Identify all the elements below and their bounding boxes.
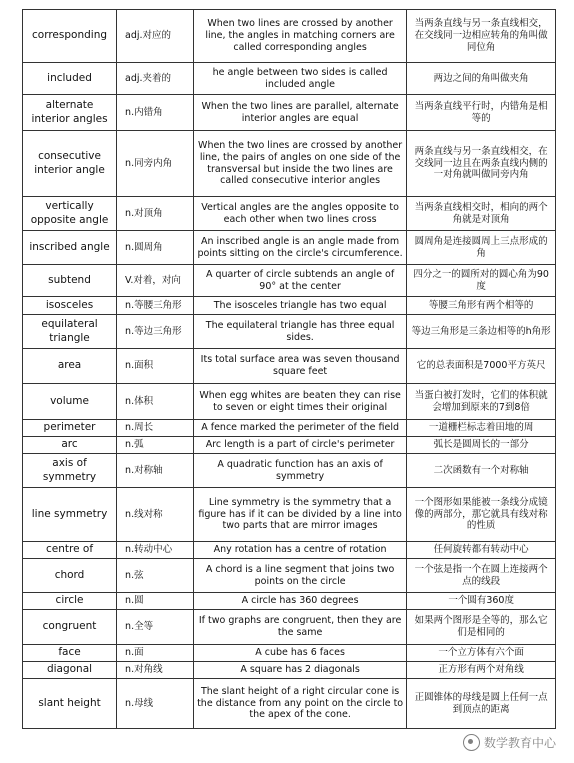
chinese-cell: 如果两个图形是全等的，那么它们是相同的 xyxy=(407,610,556,645)
wechat-logo-icon xyxy=(463,734,480,751)
example-cell: he angle between two sides is called included angle xyxy=(193,63,406,95)
term-cell: arc xyxy=(23,437,117,454)
chinese-cell: 当两条直线与另一条直线相交，在交线同一边相应转角的角叫做同位角 xyxy=(407,10,556,63)
example-cell: Arc length is a part of circle's perimeter xyxy=(193,437,406,454)
table-row xyxy=(23,10,556,63)
table-row xyxy=(23,679,556,729)
term-cell: consecutive interior angle xyxy=(23,131,117,197)
table-row xyxy=(23,197,556,231)
part-of-speech-cell: n.弦 xyxy=(117,559,194,593)
example-cell: A square has 2 diagonals xyxy=(193,662,406,679)
chinese-cell: 弧长是圆周长的一部分 xyxy=(407,437,556,454)
chinese-cell: 四分之一的圆所对的圆心角为90度 xyxy=(407,265,556,297)
part-of-speech-cell: adj.夹着的 xyxy=(117,63,194,95)
example-cell: A quadratic function has an axis of symmetry xyxy=(193,454,406,488)
chinese-cell: 一个弦是指一个在圆上连接两个点的线段 xyxy=(407,559,556,593)
example-cell: If two graphs are congruent, then they are the same xyxy=(193,610,406,645)
part-of-speech-cell: n.圆 xyxy=(117,593,194,610)
term-cell: face xyxy=(23,645,117,662)
part-of-speech-cell: V.对着，对向 xyxy=(117,265,194,297)
part-of-speech-cell: n.面积 xyxy=(117,349,194,384)
term-cell: axis of symmetry xyxy=(23,454,117,488)
table-row xyxy=(23,63,556,95)
example-cell: When the two lines are parallel, alternate interior angles are equal xyxy=(193,95,406,131)
vocabulary-table xyxy=(22,9,556,729)
example-cell: The equilateral triangle has three equal sides. xyxy=(193,315,406,349)
part-of-speech-cell: n.弧 xyxy=(117,437,194,454)
chinese-cell: 一个图形如果能被一条线分成镜像的两部分，那它就具有线对称的性质 xyxy=(407,488,556,542)
table-row xyxy=(23,645,556,662)
term-cell: line symmetry xyxy=(23,488,117,542)
example-cell: A chord is a line segment that joins two points on the circle xyxy=(193,559,406,593)
table-row xyxy=(23,610,556,645)
term-cell: alternate interior angles xyxy=(23,95,117,131)
chinese-cell: 一道栅栏标志着田地的周 xyxy=(407,420,556,437)
chinese-cell: 一个立方体有六个面 xyxy=(407,645,556,662)
term-cell: vertically opposite angle xyxy=(23,197,117,231)
table-row xyxy=(23,131,556,197)
term-cell: centre of xyxy=(23,542,117,559)
part-of-speech-cell: n.对角线 xyxy=(117,662,194,679)
example-cell: The isosceles triangle has two equal xyxy=(193,297,406,315)
table-row xyxy=(23,542,556,559)
table-row xyxy=(23,437,556,454)
table-row xyxy=(23,297,556,315)
term-cell: subtend xyxy=(23,265,117,297)
chinese-cell: 正方形有两个对角线 xyxy=(407,662,556,679)
table-row xyxy=(23,315,556,349)
chinese-cell: 圆周角是连接圆周上三点形成的角 xyxy=(407,231,556,265)
chinese-cell: 等腰三角形有两个相等的 xyxy=(407,297,556,315)
chinese-cell: 二次函数有一个对称轴 xyxy=(407,454,556,488)
example-cell: A cube has 6 faces xyxy=(193,645,406,662)
table-row xyxy=(23,265,556,297)
chinese-cell: 当蛋白被打发时，它们的体积就会增加到原来的7到8倍 xyxy=(407,384,556,420)
term-cell: volume xyxy=(23,384,117,420)
table-row xyxy=(23,488,556,542)
part-of-speech-cell: n.线对称 xyxy=(117,488,194,542)
watermark-text: 数学教育中心 xyxy=(483,736,556,750)
part-of-speech-cell: n.内错角 xyxy=(117,95,194,131)
example-cell: A circle has 360 degrees xyxy=(193,593,406,610)
part-of-speech-cell: n.对称轴 xyxy=(117,454,194,488)
table-row xyxy=(23,559,556,593)
table-row xyxy=(23,454,556,488)
chinese-cell: 两条直线与另一条直线相交，在交线同一边且在两条直线内侧的一对角就叫做同旁内角 xyxy=(407,131,556,197)
chinese-cell: 等边三角形是三条边相等的h角形 xyxy=(407,315,556,349)
term-cell: chord xyxy=(23,559,117,593)
table-row xyxy=(23,231,556,265)
part-of-speech-cell: n.体积 xyxy=(117,384,194,420)
part-of-speech-cell: n.面 xyxy=(117,645,194,662)
watermark xyxy=(463,734,556,751)
example-cell: When two lines are crossed by another line, the angles in matching corners are called corresponding angles xyxy=(193,10,406,63)
example-cell: Any rotation has a centre of rotation xyxy=(193,542,406,559)
term-cell: diagonal xyxy=(23,662,117,679)
term-cell: included xyxy=(23,63,117,95)
chinese-cell: 它的总表面积是7000平方英尺 xyxy=(407,349,556,384)
chinese-cell: 任何旋转都有转动中心 xyxy=(407,542,556,559)
chinese-cell: 当两条直线平行时，内错角是相等的 xyxy=(407,95,556,131)
example-cell: An inscribed angle is an angle made from points sitting on the circle's circumference. xyxy=(193,231,406,265)
chinese-cell: 正圆锥体的母线是圆上任何一点到顶点的距离 xyxy=(407,679,556,729)
term-cell: slant height xyxy=(23,679,117,729)
chinese-cell: 当两条直线相交时，相向的两个角就是对顶角 xyxy=(407,197,556,231)
term-cell: circle xyxy=(23,593,117,610)
part-of-speech-cell: n.转动中心 xyxy=(117,542,194,559)
term-cell: isosceles xyxy=(23,297,117,315)
chinese-cell: 一个圆有360度 xyxy=(407,593,556,610)
part-of-speech-cell: n.母线 xyxy=(117,679,194,729)
part-of-speech-cell: n.对顶角 xyxy=(117,197,194,231)
term-cell: perimeter xyxy=(23,420,117,437)
table-row xyxy=(23,384,556,420)
part-of-speech-cell: n.全等 xyxy=(117,610,194,645)
part-of-speech-cell: n.同旁内角 xyxy=(117,131,194,197)
part-of-speech-cell: n.等边三角形 xyxy=(117,315,194,349)
chinese-cell: 两边之间的角叫做夹角 xyxy=(407,63,556,95)
example-cell: When egg whites are beaten they can rise to seven or eight times their original xyxy=(193,384,406,420)
term-cell: equilateral triangle xyxy=(23,315,117,349)
example-cell: Its total surface area was seven thousand square feet xyxy=(193,349,406,384)
part-of-speech-cell: n.圆周角 xyxy=(117,231,194,265)
part-of-speech-cell: n.等腰三角形 xyxy=(117,297,194,315)
example-cell: Vertical angles are the angles opposite to each other when two lines cross xyxy=(193,197,406,231)
example-cell: When the two lines are crossed by another line, the pairs of angles on one side of the transversal but inside the two lines are called consecutive interior angles xyxy=(193,131,406,197)
example-cell: Line symmetry is the symmetry that a figure has if it can be divided by a line into two parts that are mirror images xyxy=(193,488,406,542)
term-cell: congruent xyxy=(23,610,117,645)
example-cell: A quarter of circle subtends an angle of 90° at the center xyxy=(193,265,406,297)
part-of-speech-cell: n.周长 xyxy=(117,420,194,437)
term-cell: inscribed angle xyxy=(23,231,117,265)
term-cell: area xyxy=(23,349,117,384)
table-row xyxy=(23,420,556,437)
example-cell: A fence marked the perimeter of the field xyxy=(193,420,406,437)
table-row xyxy=(23,662,556,679)
table-row xyxy=(23,95,556,131)
table-row xyxy=(23,349,556,384)
term-cell: corresponding xyxy=(23,10,117,63)
table-row xyxy=(23,593,556,610)
example-cell: The slant height of a right circular cone is the distance from any point on the circle to the apex of the cone. xyxy=(193,679,406,729)
part-of-speech-cell: adj.对应的 xyxy=(117,10,194,63)
